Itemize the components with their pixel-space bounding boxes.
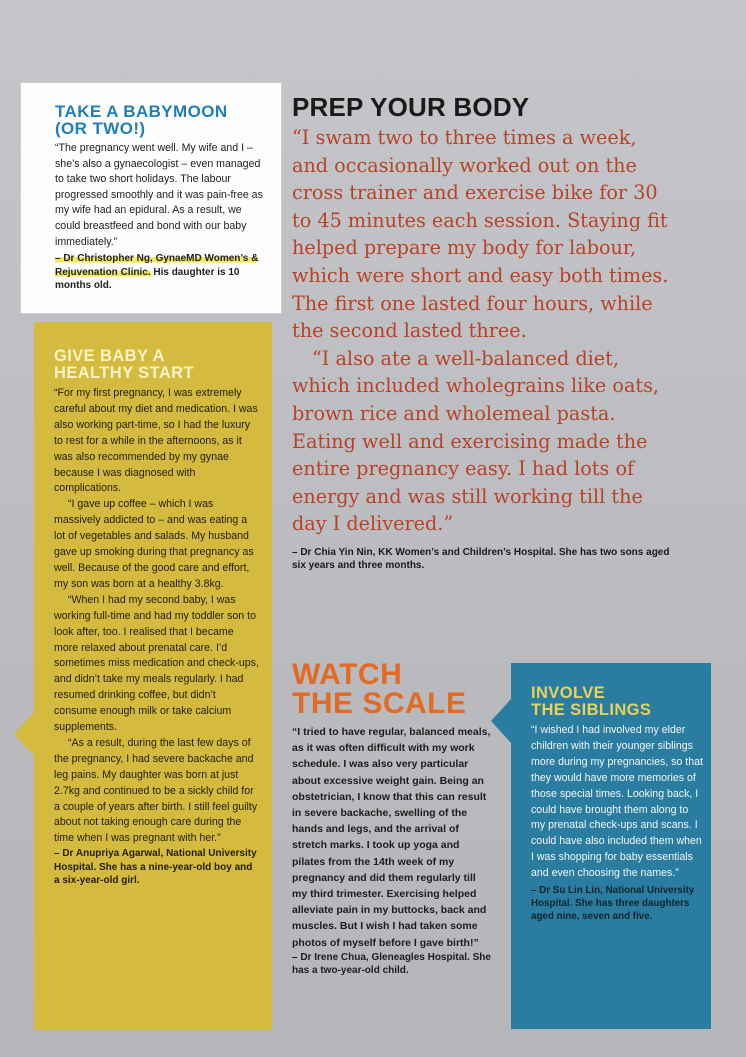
scale-title-line-2: THE SCALE xyxy=(292,687,467,720)
watch-the-scale-section xyxy=(292,660,492,978)
healthy-start-title-line-2: HEALTHY START xyxy=(54,364,194,382)
prep-title: PREP YOUR BODY xyxy=(292,92,530,122)
scale-quote: “I tried to have regular, balanced meals, as it was often difficult with my work schedule. I was also very particular about excessive weight gain. Being an obstetrician, I know that this can result in severe backache, swelling of the hands and legs, and the arrival of stretch marks. I took up yoga and pilates from the 14th week of my pregnancy and did them regularly till my third trimester. Exercising helped alleviate pain in my buttocks, back and muscles. But I wish I had taken some photos of myself before I gave birth!” xyxy=(292,726,491,949)
siblings-title-line-1: INVOLVE xyxy=(531,684,606,702)
siblings-title-line-2: THE SIBLINGS xyxy=(531,701,652,719)
prep-quote xyxy=(292,124,672,538)
babymoon-credit-highlight: – Dr Christopher Ng, GynaeMD Women’s & Rejuvenation Clinic. xyxy=(55,253,259,278)
healthy-start-paragraph: “For my first pregnancy, I was extremely careful about my diet and medication. I was also working part-time, so I had the luxury to rest for a while in the afternoons, as it was also recommended by my gynae because I was diagnosed with complications. xyxy=(54,387,258,495)
healthy-start-paragraph: “I gave up coffee – which I was massively addicted to – and was eating a lot of vegetables and salads. My husband gave up smoking during that pregnancy as well. Because of the good care and effort, my son was born at a healthy 3.8kg. xyxy=(54,498,254,590)
scale-title xyxy=(292,660,492,718)
babymoon-panel xyxy=(20,82,282,314)
healthy-start-paragraph: “When I had my second baby, I was working full-time and had my toddler son to look after, too. I realised that I became more relaxed about prenatal care. I’d sometimes miss medication and check-ups, and didn’t take my meals regularly. I had resumed drinking coffee, but didn’t consume enough milk or take calcium supplements. xyxy=(54,593,259,734)
healthy-start-title-line-1: GIVE BABY A xyxy=(54,347,165,365)
siblings-panel xyxy=(511,663,711,1029)
prep-paragraph: “I swam two to three times a week, and occasionally worked out on the cross trainer and exercise bike for 30 to 45 minutes each session. Staying fit helped prepare my body for labour, which were short and easy both times. The first one lasted four hours, while the second lasted three. xyxy=(292,126,669,343)
scale-title-line-1: WATCH xyxy=(292,658,403,691)
siblings-quote: “I wished I had involved my elder children with their younger siblings more during my pregnancies, so that they would have more memories of those special times. Looking back, I could have brought them along to my prenatal check-ups and scans. I could have also included them when I was shopping for baby essentials and even choosing the names.” xyxy=(531,724,703,880)
babymoon-title-line-1: TAKE A BABYMOON xyxy=(55,102,228,121)
prep-credit: – Dr Chia Yin Nin, KK Women’s and Children’s Hospital. She has two sons aged six years and three months. xyxy=(292,546,670,572)
healthy-start-title xyxy=(54,348,260,382)
prep-paragraph: “I also ate a well-balanced diet, which included wholegrains like oats, brown rice and wholemeal pasta. Eating well and exercising made the entire pregnancy easy. I had lots of energy and was still working till the day I delivered.” xyxy=(292,346,660,536)
babymoon-title-line-2: (OR TWO!) xyxy=(55,119,146,138)
healthy-start-quote xyxy=(54,386,260,847)
scale-credit: – Dr Irene Chua, Gleneagles Hospital. She has a two-year-old child. xyxy=(292,951,491,977)
healthy-start-paragraph: “As a result, during the last few days of the pregnancy, I had severe backache and leg pains. My daughter was born at just 2.7kg and continued to be a sickly child for a couple of years after birth. I still feel guilty about not taking enough care during the time when I was pregnant with her.” xyxy=(54,736,258,845)
healthy-start-credit: – Dr Anupriya Agarwal, National University Hospital. She has a nine-year-old boy and a six-year-old girl. xyxy=(54,848,257,887)
babymoon-title xyxy=(55,103,267,137)
prep-your-body-section xyxy=(292,93,672,573)
siblings-title xyxy=(531,685,703,719)
babymoon-quote: “The pregnancy went well. My wife and I – she’s also a gynaecologist – even managed to take two short holidays. The labour progressed smoothly and it was pain-free as my wife had an epidural. As a result, we could breastfeed and bond with our baby immediately.” xyxy=(55,142,263,248)
siblings-credit: – Dr Su Lin Lin, National University Hospital. She has three daughters aged nine, seven and five. xyxy=(531,885,695,923)
babymoon-credit xyxy=(55,252,267,293)
healthy-start-panel xyxy=(34,322,272,1030)
babymoon-credit-rest: His daughter is 10 months old. xyxy=(55,266,240,292)
